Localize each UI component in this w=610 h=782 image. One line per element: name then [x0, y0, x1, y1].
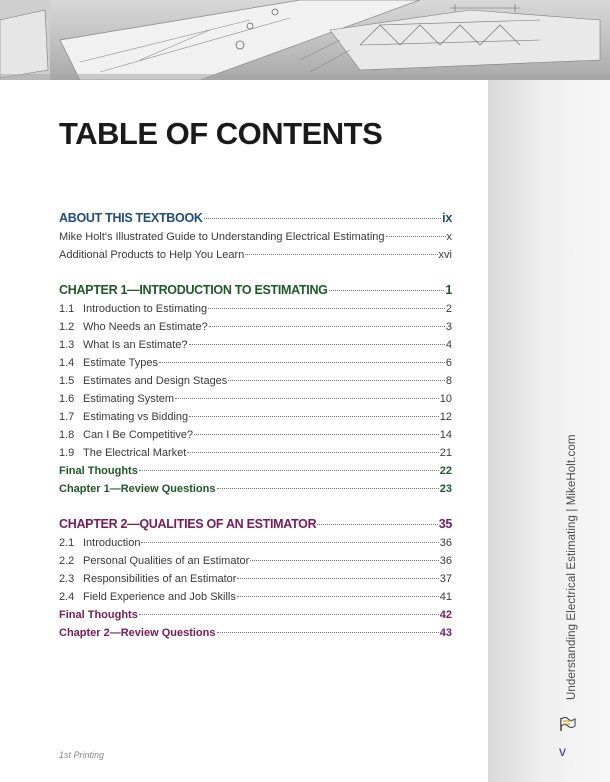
toc-entry-title: Estimating vs Bidding: [83, 411, 189, 423]
section-number: 1.2: [59, 321, 75, 333]
toc-entry-title: Final Thoughts: [59, 465, 138, 477]
table-of-contents: [59, 208, 452, 642]
header-banner: [0, 0, 610, 80]
section-number: 2.2: [59, 555, 75, 567]
toc-page: 2: [445, 303, 452, 315]
toc-entry-title: Can I Be Competitive?: [83, 429, 194, 441]
toc-page: 12: [439, 411, 452, 423]
toc-entry[interactable]: [59, 588, 452, 606]
toc-entry-title: The Electrical Market: [83, 447, 187, 459]
dot-leader: [189, 344, 445, 345]
section-number: 1.8: [59, 429, 75, 441]
toc-entry-title: Estimate Types: [83, 357, 158, 369]
toc-entry-title: Final Thoughts: [59, 609, 138, 621]
toc-entry[interactable]: [59, 318, 452, 336]
toc-page: x: [446, 231, 452, 243]
section-number: 1.1: [59, 303, 75, 315]
toc-heading-about[interactable]: [59, 208, 452, 228]
toc-entry[interactable]: [59, 246, 452, 264]
toc-entry[interactable]: [59, 372, 452, 390]
dot-leader: [209, 326, 445, 327]
toc-page: xvi: [438, 249, 452, 261]
section-number: 1.3: [59, 339, 75, 351]
section-number: 2.1: [59, 537, 75, 549]
dot-leader: [217, 632, 439, 633]
toc-page: 36: [439, 537, 452, 549]
toc-heading-title: CHAPTER 1—INTRODUCTION TO ESTIMATING: [59, 283, 328, 297]
toc-entry-title: Mike Holt's Illustrated Guide to Understanding Electrical Estimating: [59, 231, 385, 243]
toc-page: 8: [445, 375, 452, 387]
toc-entry-title: What Is an Estimate?: [83, 339, 188, 351]
dot-leader: [237, 578, 438, 579]
toc-entry[interactable]: [59, 300, 452, 318]
toc-entry[interactable]: [59, 534, 452, 552]
dot-leader: [217, 488, 439, 489]
section-number: 1.5: [59, 375, 75, 387]
dot-leader: [139, 614, 439, 615]
dot-leader: [204, 218, 442, 219]
dot-leader: [187, 452, 438, 453]
toc-entry[interactable]: [59, 444, 452, 462]
toc-entry-title: Responsibilities of an Estimator: [83, 573, 237, 585]
dot-leader: [141, 542, 438, 543]
dot-leader: [250, 560, 438, 561]
toc-page: 1: [445, 283, 452, 297]
toc-entry[interactable]: [59, 336, 452, 354]
toc-entry[interactable]: [59, 228, 452, 246]
toc-review-questions[interactable]: [59, 480, 452, 498]
toc-page: 4: [445, 339, 452, 351]
dot-leader: [329, 290, 445, 291]
sidebar-strip: [488, 80, 610, 782]
dot-leader: [189, 416, 439, 417]
flag-logo-icon: [558, 716, 576, 732]
toc-page: 10: [439, 393, 452, 405]
dot-leader: [208, 308, 445, 309]
toc-heading-chapter-2[interactable]: [59, 514, 452, 534]
toc-final-thoughts[interactable]: [59, 606, 452, 624]
toc-page: 3: [445, 321, 452, 333]
toc-entry-title: Chapter 2—Review Questions: [59, 627, 216, 639]
toc-entry-title: Field Experience and Job Skills: [83, 591, 236, 603]
section-number: 1.7: [59, 411, 75, 423]
toc-entry-title: Introduction to Estimating: [83, 303, 208, 315]
dot-leader: [245, 254, 437, 255]
toc-page: 43: [439, 627, 452, 639]
page-title: TABLE OF CONTENTS: [59, 116, 383, 151]
toc-page: 35: [438, 517, 452, 531]
toc-entry[interactable]: [59, 408, 452, 426]
toc-entry[interactable]: [59, 390, 452, 408]
toc-page: 21: [439, 447, 452, 459]
blueprint-drawing-icon: [0, 0, 610, 80]
toc-page: 23: [439, 483, 452, 495]
dot-leader: [175, 398, 439, 399]
toc-entry[interactable]: [59, 552, 452, 570]
toc-page: 42: [439, 609, 452, 621]
toc-entry-title: Additional Products to Help You Learn: [59, 249, 245, 261]
section-number: 2.3: [59, 573, 75, 585]
toc-page: 22: [439, 465, 452, 477]
toc-page: 37: [439, 573, 452, 585]
toc-page: 14: [439, 429, 452, 441]
section-number: 1.6: [59, 393, 75, 405]
toc-entry[interactable]: [59, 570, 452, 588]
toc-entry-title: Chapter 1—Review Questions: [59, 483, 216, 495]
toc-page: 41: [439, 591, 452, 603]
toc-entry-title: Who Needs an Estimate?: [83, 321, 208, 333]
toc-entry-title: Personal Qualities of an Estimator: [83, 555, 250, 567]
dot-leader: [386, 236, 446, 237]
book-title-vertical: Understanding Electrical Estimating | MikeHolt.com: [566, 434, 578, 700]
toc-heading-title: CHAPTER 2—QUALITIES OF AN ESTIMATOR: [59, 517, 317, 531]
dot-leader: [237, 596, 439, 597]
toc-entry[interactable]: [59, 426, 452, 444]
toc-entry-title: Introduction: [83, 537, 141, 549]
dot-leader: [194, 434, 439, 435]
toc-final-thoughts[interactable]: [59, 462, 452, 480]
dot-leader: [317, 524, 437, 525]
section-number: 1.9: [59, 447, 75, 459]
toc-page: 6: [445, 357, 452, 369]
dot-leader: [159, 362, 445, 363]
dot-leader: [228, 380, 445, 381]
section-number: 1.4: [59, 357, 75, 369]
printing-note: 1st Printing: [59, 750, 105, 760]
dot-leader: [139, 470, 439, 471]
page-number: v: [559, 743, 566, 759]
toc-heading-chapter-1[interactable]: [59, 280, 452, 300]
toc-page: ix: [442, 211, 452, 225]
toc-entry-title: Estimates and Design Stages: [83, 375, 228, 387]
toc-entry[interactable]: [59, 354, 452, 372]
toc-review-questions[interactable]: [59, 624, 452, 642]
toc-page: 36: [439, 555, 452, 567]
toc-heading-title: ABOUT THIS TEXTBOOK: [59, 211, 203, 225]
toc-entry-title: Estimating System: [83, 393, 175, 405]
section-number: 2.4: [59, 591, 75, 603]
